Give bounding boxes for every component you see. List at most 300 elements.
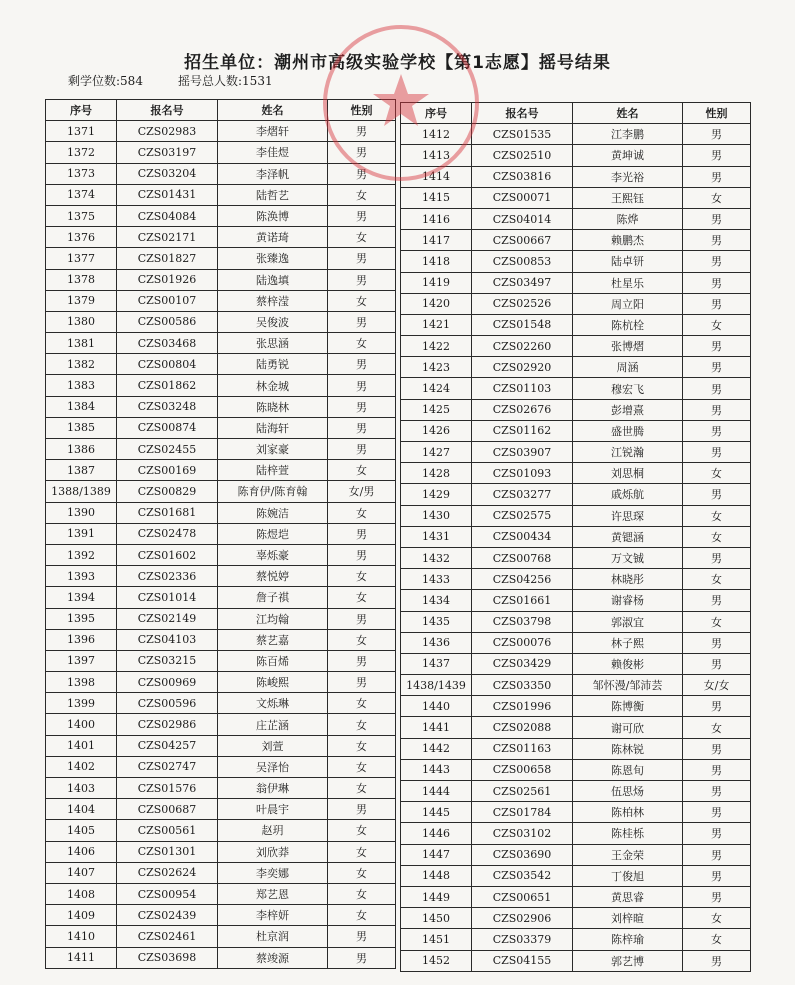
table-row xyxy=(401,272,751,293)
cell-registration-id: CZS03215 xyxy=(117,650,218,671)
cell-student-name: 陈博衡 xyxy=(573,696,683,717)
table-row xyxy=(401,463,751,484)
cell-number: 1392 xyxy=(46,544,117,565)
table-row xyxy=(46,544,396,565)
cell-registration-id: CZS02920 xyxy=(472,357,573,378)
table-row xyxy=(46,714,396,735)
table-row xyxy=(46,799,396,820)
col-header-name: 姓名 xyxy=(218,100,328,121)
cell-student-name: 王金荣 xyxy=(573,844,683,865)
cell-registration-id: CZS01535 xyxy=(472,124,573,145)
cell-number: 1403 xyxy=(46,778,117,799)
table-row xyxy=(401,187,751,208)
cell-number: 1406 xyxy=(46,841,117,862)
table-row xyxy=(401,314,751,335)
cell-registration-id: CZS02260 xyxy=(472,336,573,357)
cell-number: 1387 xyxy=(46,460,117,481)
table-row xyxy=(401,802,751,823)
table-row xyxy=(401,653,751,674)
cell-gender: 男 xyxy=(328,354,396,375)
cell-registration-id: CZS02149 xyxy=(117,608,218,629)
cell-registration-id: CZS03429 xyxy=(472,653,573,674)
cell-registration-id: CZS01548 xyxy=(472,314,573,335)
cell-number: 1384 xyxy=(46,396,117,417)
cell-gender: 男 xyxy=(328,311,396,332)
cell-registration-id: CZS00434 xyxy=(472,526,573,547)
cell-number: 1402 xyxy=(46,756,117,777)
cell-registration-id: CZS04256 xyxy=(472,569,573,590)
cell-number: 1443 xyxy=(401,759,472,780)
cell-number: 1412 xyxy=(401,124,472,145)
cell-gender: 男 xyxy=(328,417,396,438)
cell-student-name: 张臻逸 xyxy=(218,248,328,269)
cell-gender: 男 xyxy=(328,396,396,417)
cell-gender: 男 xyxy=(683,653,751,674)
cell-gender: 女 xyxy=(683,569,751,590)
cell-registration-id: CZS01602 xyxy=(117,544,218,565)
cell-registration-id: CZS03277 xyxy=(472,484,573,505)
cell-student-name: 谢睿杨 xyxy=(573,590,683,611)
cell-gender: 男 xyxy=(683,759,751,780)
cell-registration-id: CZS00658 xyxy=(472,759,573,780)
col-header-number: 序号 xyxy=(46,100,117,121)
cell-student-name: 江李鹏 xyxy=(573,124,683,145)
cell-gender: 男 xyxy=(328,248,396,269)
cell-student-name: 蔡艺嘉 xyxy=(218,629,328,650)
cell-gender: 女 xyxy=(328,184,396,205)
cell-number: 1372 xyxy=(46,142,117,163)
cell-registration-id: CZS04155 xyxy=(472,950,573,971)
cell-registration-id: CZS00076 xyxy=(472,632,573,653)
cell-number: 1431 xyxy=(401,526,472,547)
cell-gender: 女 xyxy=(328,883,396,904)
cell-registration-id: CZS00586 xyxy=(117,311,218,332)
cell-registration-id: CZS04084 xyxy=(117,205,218,226)
remaining-seats: 剩学位数:584 xyxy=(68,74,143,88)
cell-registration-id: CZS01103 xyxy=(472,378,573,399)
col-header-gender: 性别 xyxy=(328,100,396,121)
cell-number: 1381 xyxy=(46,333,117,354)
table-row xyxy=(401,484,751,505)
table-row xyxy=(401,759,751,780)
table-row xyxy=(46,290,396,311)
cell-gender: 男 xyxy=(683,844,751,865)
cell-number: 1401 xyxy=(46,735,117,756)
cell-number: 1414 xyxy=(401,166,472,187)
table-row xyxy=(46,375,396,396)
cell-student-name: 陈林锐 xyxy=(573,738,683,759)
cell-registration-id: CZS03468 xyxy=(117,333,218,354)
cell-number: 1436 xyxy=(401,632,472,653)
col-header-registration: 报名号 xyxy=(472,103,573,124)
cell-gender: 男 xyxy=(683,781,751,802)
table-row xyxy=(46,248,396,269)
cell-number: 1418 xyxy=(401,251,472,272)
cell-number: 1374 xyxy=(46,184,117,205)
cell-registration-id: CZS00954 xyxy=(117,883,218,904)
cell-student-name: 陈峻熙 xyxy=(218,672,328,693)
table-row xyxy=(401,336,751,357)
cell-gender: 女/男 xyxy=(328,481,396,502)
cell-registration-id: CZS02575 xyxy=(472,505,573,526)
cell-gender: 女 xyxy=(683,526,751,547)
cell-gender: 男 xyxy=(328,650,396,671)
cell-gender: 男 xyxy=(328,523,396,544)
table-row xyxy=(46,587,396,608)
cell-number: 1435 xyxy=(401,611,472,632)
cell-registration-id: CZS00829 xyxy=(117,481,218,502)
cell-student-name: 庄芷涵 xyxy=(218,714,328,735)
cell-student-name: 蔡悦婷 xyxy=(218,566,328,587)
table-row xyxy=(401,526,751,547)
cell-student-name: 刘萱 xyxy=(218,735,328,756)
table-row xyxy=(46,756,396,777)
cell-gender: 女 xyxy=(328,820,396,841)
table-row xyxy=(401,929,751,950)
cell-registration-id: CZS01431 xyxy=(117,184,218,205)
cell-number: 1423 xyxy=(401,357,472,378)
cell-number: 1441 xyxy=(401,717,472,738)
cell-gender: 女 xyxy=(328,841,396,862)
cell-registration-id: CZS00853 xyxy=(472,251,573,272)
cell-gender: 男 xyxy=(328,926,396,947)
cell-registration-id: CZS04103 xyxy=(117,629,218,650)
table-row xyxy=(401,166,751,187)
cell-registration-id: CZS04257 xyxy=(117,735,218,756)
table-row xyxy=(46,142,396,163)
cell-student-name: 陈梓瑜 xyxy=(573,929,683,950)
cell-gender: 男 xyxy=(328,163,396,184)
cell-student-name: 陈柏林 xyxy=(573,802,683,823)
cell-registration-id: CZS03350 xyxy=(472,675,573,696)
cell-student-name: 王熙钰 xyxy=(573,187,683,208)
cell-registration-id: CZS02455 xyxy=(117,439,218,460)
cell-number: 1397 xyxy=(46,650,117,671)
table-row xyxy=(401,950,751,971)
cell-number: 1373 xyxy=(46,163,117,184)
table-row xyxy=(46,333,396,354)
table-row xyxy=(401,293,751,314)
table-row xyxy=(46,947,396,968)
cell-registration-id: CZS02676 xyxy=(472,399,573,420)
cell-registration-id: CZS03204 xyxy=(117,163,218,184)
cell-registration-id: CZS00561 xyxy=(117,820,218,841)
cell-number: 1399 xyxy=(46,693,117,714)
cell-student-name: 刘思桐 xyxy=(573,463,683,484)
cell-number: 1390 xyxy=(46,502,117,523)
cell-gender: 男 xyxy=(683,378,751,399)
cell-number: 1398 xyxy=(46,672,117,693)
cell-student-name: 林金城 xyxy=(218,375,328,396)
cell-gender: 女 xyxy=(683,505,751,526)
cell-student-name: 陈煜垲 xyxy=(218,523,328,544)
cell-number: 1438/1439 xyxy=(401,675,472,696)
cell-gender: 女 xyxy=(328,714,396,735)
cell-gender: 男 xyxy=(683,420,751,441)
cell-gender: 女 xyxy=(328,566,396,587)
cell-registration-id: CZS03690 xyxy=(472,844,573,865)
cell-gender: 女 xyxy=(328,629,396,650)
cell-registration-id: CZS03497 xyxy=(472,272,573,293)
table-row xyxy=(46,672,396,693)
cell-gender: 男 xyxy=(683,124,751,145)
cell-number: 1442 xyxy=(401,738,472,759)
cell-student-name: 杜星乐 xyxy=(573,272,683,293)
cell-student-name: 彭增熹 xyxy=(573,399,683,420)
cell-registration-id: CZS04014 xyxy=(472,208,573,229)
cell-number: 1445 xyxy=(401,802,472,823)
cell-number: 1400 xyxy=(46,714,117,735)
table-row xyxy=(401,547,751,568)
cell-registration-id: CZS00107 xyxy=(117,290,218,311)
cell-number: 1405 xyxy=(46,820,117,841)
cell-gender: 男 xyxy=(683,272,751,293)
cell-gender: 女/女 xyxy=(683,675,751,696)
cell-number: 1386 xyxy=(46,439,117,460)
table-row xyxy=(401,378,751,399)
cell-number: 1393 xyxy=(46,566,117,587)
cell-student-name: 陈桂栎 xyxy=(573,823,683,844)
col-header-gender: 性别 xyxy=(683,103,751,124)
cell-number: 1379 xyxy=(46,290,117,311)
cell-gender: 女 xyxy=(328,693,396,714)
cell-student-name: 李泽帆 xyxy=(218,163,328,184)
cell-registration-id: CZS01162 xyxy=(472,420,573,441)
cell-gender: 男 xyxy=(683,547,751,568)
page-title: 招生单位：潮州市高级实验学校【第1志愿】摇号结果 xyxy=(184,53,611,73)
cell-gender: 男 xyxy=(683,696,751,717)
cell-registration-id: CZS01996 xyxy=(472,696,573,717)
cell-number: 1428 xyxy=(401,463,472,484)
cell-gender: 女 xyxy=(683,717,751,738)
cell-gender: 女 xyxy=(683,314,751,335)
cell-number: 1383 xyxy=(46,375,117,396)
table-row xyxy=(401,696,751,717)
cell-registration-id: CZS02478 xyxy=(117,523,218,544)
table-row xyxy=(46,502,396,523)
cell-gender: 女 xyxy=(328,460,396,481)
cell-student-name: 陆卓钘 xyxy=(573,251,683,272)
cell-gender: 女 xyxy=(683,611,751,632)
right-result-table xyxy=(400,102,751,972)
cell-registration-id: CZS01862 xyxy=(117,375,218,396)
cell-number: 1394 xyxy=(46,587,117,608)
cell-number: 1410 xyxy=(46,926,117,947)
cell-registration-id: CZS03816 xyxy=(472,166,573,187)
cell-gender: 男 xyxy=(328,799,396,820)
cell-number: 1448 xyxy=(401,865,472,886)
cell-registration-id: CZS02526 xyxy=(472,293,573,314)
left-result-table xyxy=(45,99,396,969)
cell-gender: 男 xyxy=(683,484,751,505)
cell-student-name: 黄诺琦 xyxy=(218,227,328,248)
cell-student-name: 辜烁豪 xyxy=(218,544,328,565)
table-row xyxy=(46,883,396,904)
cell-registration-id: CZS02336 xyxy=(117,566,218,587)
table-row xyxy=(401,611,751,632)
cell-student-name: 郭艺博 xyxy=(573,950,683,971)
cell-student-name: 丁俊旭 xyxy=(573,865,683,886)
cell-student-name: 陆勇锐 xyxy=(218,354,328,375)
cell-gender: 女 xyxy=(683,908,751,929)
cell-student-name: 赵玥 xyxy=(218,820,328,841)
cell-student-name: 邹怀漫/邹沛芸 xyxy=(573,675,683,696)
table-row xyxy=(46,205,396,226)
cell-registration-id: CZS02439 xyxy=(117,905,218,926)
cell-registration-id: CZS00874 xyxy=(117,417,218,438)
table-row xyxy=(46,184,396,205)
cell-student-name: 蔡竣源 xyxy=(218,947,328,968)
cell-number: 1425 xyxy=(401,399,472,420)
cell-student-name: 许思琛 xyxy=(573,505,683,526)
cell-gender: 女 xyxy=(328,905,396,926)
cell-number: 1433 xyxy=(401,569,472,590)
col-header-name: 姓名 xyxy=(573,103,683,124)
cell-gender: 男 xyxy=(683,399,751,420)
table-row xyxy=(401,717,751,738)
table-row xyxy=(46,460,396,481)
cell-number: 1429 xyxy=(401,484,472,505)
cell-number: 1378 xyxy=(46,269,117,290)
table-row xyxy=(401,145,751,166)
cell-number: 1437 xyxy=(401,653,472,674)
total-applicants: 摇号总人数:1531 xyxy=(178,74,273,88)
cell-registration-id: CZS02906 xyxy=(472,908,573,929)
cell-number: 1391 xyxy=(46,523,117,544)
table-row xyxy=(401,590,751,611)
table-row xyxy=(46,735,396,756)
cell-student-name: 杜京润 xyxy=(218,926,328,947)
cell-student-name: 陈晓林 xyxy=(218,396,328,417)
cell-student-name: 江均翰 xyxy=(218,608,328,629)
cell-gender: 男 xyxy=(683,886,751,907)
cell-number: 1451 xyxy=(401,929,472,950)
cell-student-name: 江锐瀚 xyxy=(573,442,683,463)
table-row xyxy=(401,823,751,844)
table-row xyxy=(401,865,751,886)
cell-number: 1396 xyxy=(46,629,117,650)
table-row xyxy=(46,311,396,332)
cell-gender: 男 xyxy=(683,738,751,759)
cell-gender: 女 xyxy=(328,756,396,777)
cell-student-name: 刘欣莽 xyxy=(218,841,328,862)
table-row xyxy=(46,650,396,671)
cell-gender: 男 xyxy=(328,121,396,142)
cell-student-name: 吴俊波 xyxy=(218,311,328,332)
cell-gender: 女 xyxy=(328,502,396,523)
cell-student-name: 蔡梓滢 xyxy=(218,290,328,311)
cell-student-name: 刘梓暄 xyxy=(573,908,683,929)
table-row xyxy=(401,675,751,696)
cell-student-name: 黄坤诚 xyxy=(573,145,683,166)
cell-gender: 女 xyxy=(683,929,751,950)
cell-registration-id: CZS01301 xyxy=(117,841,218,862)
cell-registration-id: CZS01163 xyxy=(472,738,573,759)
cell-number: 1413 xyxy=(401,145,472,166)
cell-gender: 男 xyxy=(683,865,751,886)
cell-registration-id: CZS03698 xyxy=(117,947,218,968)
table-row xyxy=(46,862,396,883)
cell-gender: 男 xyxy=(683,632,751,653)
cell-number: 1395 xyxy=(46,608,117,629)
cell-number: 1419 xyxy=(401,272,472,293)
cell-number: 1434 xyxy=(401,590,472,611)
cell-student-name: 伍思炀 xyxy=(573,781,683,802)
cell-registration-id: CZS02510 xyxy=(472,145,573,166)
table-header-row xyxy=(46,100,396,121)
cell-registration-id: CZS00667 xyxy=(472,230,573,251)
cell-gender: 男 xyxy=(328,544,396,565)
cell-student-name: 陈恩旬 xyxy=(573,759,683,780)
cell-student-name: 赖俊彬 xyxy=(573,653,683,674)
cell-student-name: 刘家豪 xyxy=(218,439,328,460)
table-row xyxy=(401,399,751,420)
cell-registration-id: CZS03197 xyxy=(117,142,218,163)
table-row xyxy=(46,227,396,248)
table-row xyxy=(401,420,751,441)
table-header-row xyxy=(401,103,751,124)
cell-registration-id: CZS03102 xyxy=(472,823,573,844)
cell-gender: 女 xyxy=(328,333,396,354)
cell-registration-id: CZS01014 xyxy=(117,587,218,608)
cell-registration-id: CZS00651 xyxy=(472,886,573,907)
cell-gender: 女 xyxy=(683,187,751,208)
cell-gender: 男 xyxy=(683,590,751,611)
cell-gender: 女 xyxy=(328,587,396,608)
cell-gender: 女 xyxy=(328,290,396,311)
cell-student-name: 陈涣博 xyxy=(218,205,328,226)
cell-gender: 女 xyxy=(683,463,751,484)
cell-registration-id: CZS03907 xyxy=(472,442,573,463)
table-row xyxy=(46,439,396,460)
cell-student-name: 李奕娜 xyxy=(218,862,328,883)
table-row xyxy=(46,905,396,926)
cell-registration-id: CZS03248 xyxy=(117,396,218,417)
cell-student-name: 叶晨宇 xyxy=(218,799,328,820)
cell-gender: 男 xyxy=(683,823,751,844)
table-row xyxy=(401,208,751,229)
cell-student-name: 张思涵 xyxy=(218,333,328,354)
cell-gender: 男 xyxy=(683,208,751,229)
cell-number: 1388/1389 xyxy=(46,481,117,502)
cell-number: 1440 xyxy=(401,696,472,717)
cell-student-name: 陆海轩 xyxy=(218,417,328,438)
cell-number: 1432 xyxy=(401,547,472,568)
cell-registration-id: CZS02747 xyxy=(117,756,218,777)
cell-number: 1426 xyxy=(401,420,472,441)
cell-gender: 男 xyxy=(328,375,396,396)
cell-number: 1411 xyxy=(46,947,117,968)
cell-gender: 男 xyxy=(683,230,751,251)
cell-student-name: 周涵 xyxy=(573,357,683,378)
cell-number: 1407 xyxy=(46,862,117,883)
cell-student-name: 陈育伊/陈育翰 xyxy=(218,481,328,502)
table-row xyxy=(46,354,396,375)
cell-student-name: 林子熙 xyxy=(573,632,683,653)
cell-gender: 男 xyxy=(683,357,751,378)
table-row xyxy=(401,632,751,653)
cell-registration-id: CZS03798 xyxy=(472,611,573,632)
cell-registration-id: CZS00804 xyxy=(117,354,218,375)
cell-student-name: 李光裕 xyxy=(573,166,683,187)
cell-student-name: 李梓妍 xyxy=(218,905,328,926)
cell-student-name: 赖鹏杰 xyxy=(573,230,683,251)
cell-registration-id: CZS02624 xyxy=(117,862,218,883)
cell-registration-id: CZS01661 xyxy=(472,590,573,611)
cell-registration-id: CZS01827 xyxy=(117,248,218,269)
col-header-number: 序号 xyxy=(401,103,472,124)
cell-student-name: 李佳煜 xyxy=(218,142,328,163)
